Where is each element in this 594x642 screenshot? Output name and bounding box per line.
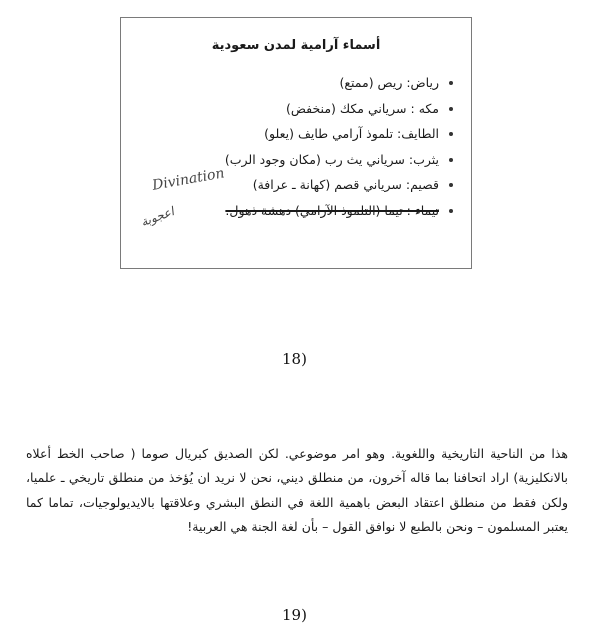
list-item: يثرب: سرياني يث رب (مكان وجود الرب) [153,147,453,173]
handwritten-note: اعجوبة [139,204,176,230]
slide-title: أسماء آرامية لمدن سعودية [211,38,381,53]
list-item: رياض: ريص (ممتع) [153,70,453,96]
list-item: مكه : سرياني مكك (منخفض) [153,96,453,122]
page-number: (18 [282,350,307,368]
list-item-struck: تيماء : تيما (التلموذ الآرامي) دهشة ذهول. [153,198,453,224]
handwritten-note: Divination [151,165,226,194]
slide-image [120,17,472,269]
bullet-list [153,70,453,223]
body-paragraph: هذا من الناحية التاريخية واللغوية. وهو امر موضوعي. لكن الصديق كبريال صوما ( صاحب الخط أعلاه بالانكليزية) اراد اتحافنا بما قاله آخرون، من منطلق ديني، نحن لا نريد ان يُؤخذ من منطلق تاريخي ـ علميا، ولكن فقط من منطلق اعتقاد البعض باهمية اللغة في النطق البشري وعلاقتها بالايديولوجيات، تماما كما يعتبر المسلمون – ونحن بالطبع لا نوافق القول – بأن لغة الجنة هي العربية! [26,446,568,534]
page-number: (19 [282,606,307,624]
list-item: قصيم: سرياني قصم (كهانة ـ عرافة) [153,172,453,198]
list-item: الطايف: تلموذ آرامي طايف (يعلو) [153,121,453,147]
